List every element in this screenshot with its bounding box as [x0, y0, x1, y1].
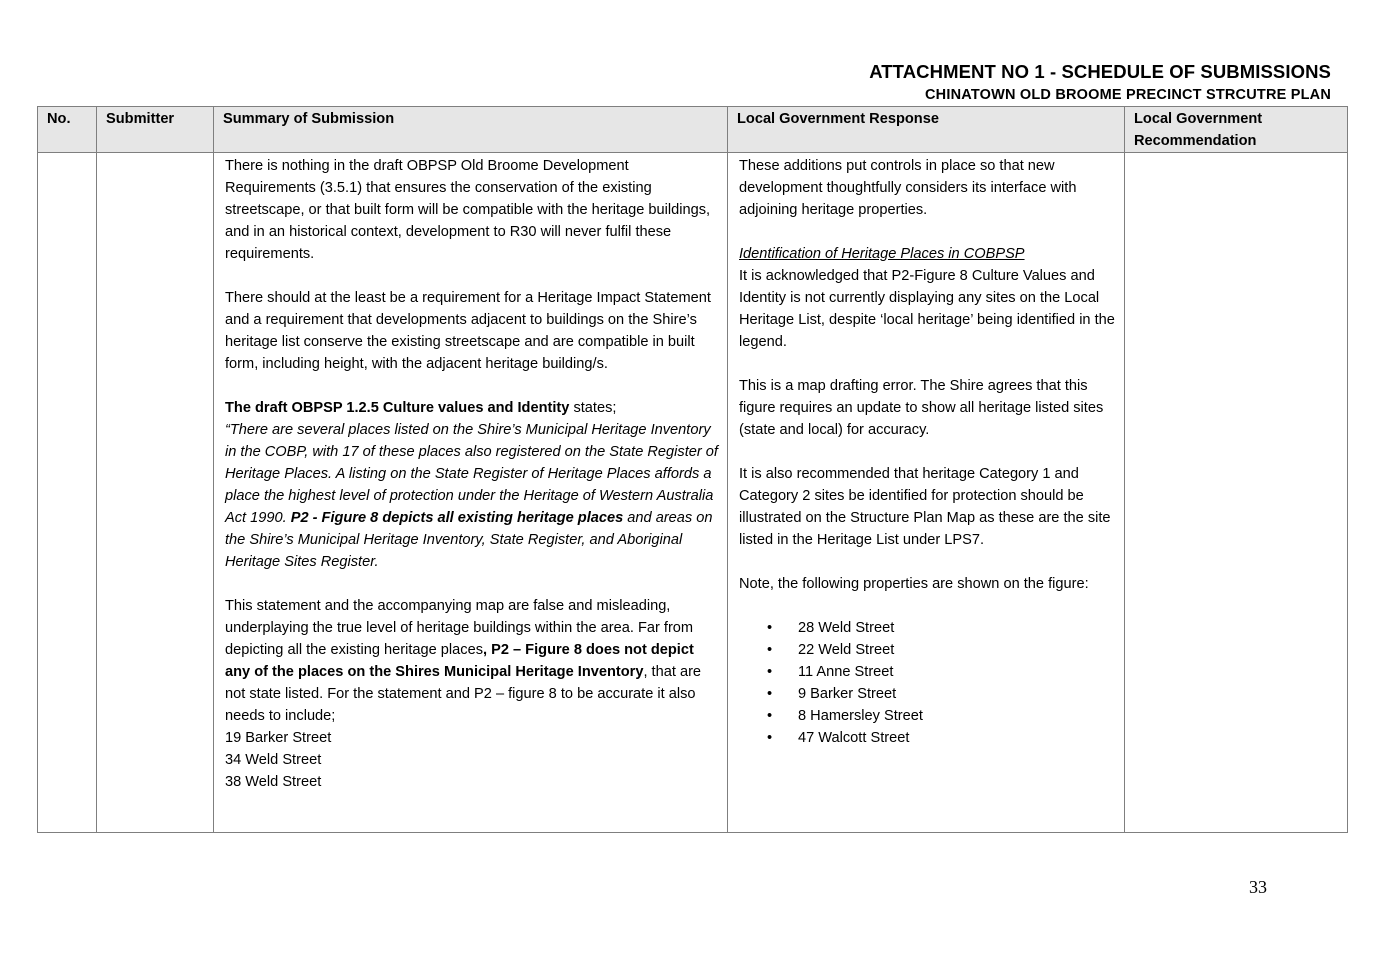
list-item: • 22 Weld Street	[739, 639, 1115, 661]
summary-quote	[225, 419, 718, 573]
document-subtitle: CHINATOWN OLD BROOME PRECINCT STRCUTRE PLAN	[925, 87, 1331, 103]
summary-reference-tail: states;	[569, 400, 617, 416]
summary-quote-part-a: “There are several places listed on the Shire’s Municipal Heritage Inventory in the COBP, with 17 of these places also registered on the State Register of Heritage Places. A listing on the State Register of Heritage Places affords a place the highest level of protection under the Heritage of Western Australia Act 1990.	[225, 422, 718, 526]
summary-bold-reference: The draft OBPSP 1.2.5 Culture values and Identity	[225, 400, 570, 416]
column-header-summary: Summary of Submission	[214, 107, 728, 153]
page-number: 33	[1249, 877, 1267, 897]
document-title: ATTACHMENT NO 1 - SCHEDULE OF SUBMISSIONS	[869, 61, 1331, 82]
summary-paragraph-2: There should at the least be a requirement for a Heritage Impact Statement and a requirement that developments adjacent to buildings on the Shire’s heritage list conserve the existing streetscape and are compatible in built form, including height, with the adjacent heritage building/s.	[225, 290, 711, 372]
column-header-response: Local Government Response	[728, 107, 1125, 153]
cell-no	[38, 153, 97, 833]
cell-recommendation	[1125, 153, 1348, 833]
cell-submitter	[97, 153, 214, 833]
response-paragraph-4: It is also recommended that heritage Category 1 and Category 2 sites be identified for protection should be illustrated on the Structure Plan Map as these are the site listed in the Heritage List under LPS7.	[739, 466, 1111, 548]
list-item: • 9 Barker Street	[739, 683, 1115, 705]
response-paragraph-1: These additions put controls in place so that new development thoughtfully considers its interface with adjoining heritage properties.	[739, 158, 1077, 218]
summary-quote-part-b: and areas on the Shire’s Municipal Heritage Inventory, State Register, and Aboriginal Heritage Sites Register.	[225, 510, 713, 570]
summary-p4-part-b: , that are not state listed. For the statement and P2 – figure 8 to be accurate it also needs to include;	[225, 664, 702, 724]
summary-address: 34 Weld Street	[225, 752, 322, 768]
summary-address: 38 Weld Street	[225, 774, 322, 790]
column-header-submitter: Submitter	[97, 107, 214, 153]
table-header-row	[38, 107, 1348, 153]
response-paragraph-2: It is acknowledged that P2-Figure 8 Culture Values and Identity is not currently displaying any sites on the Local Heritage List, despite ‘local heritage’ being identified in the legend.	[739, 268, 1115, 350]
response-paragraph-5: Note, the following properties are shown on the figure:	[739, 576, 1089, 592]
column-header-recommendation: Local Government Recommendation	[1125, 107, 1348, 153]
list-item: • 11 Anne Street	[739, 661, 1115, 683]
list-item: • 47 Walcott Street	[739, 727, 1115, 749]
summary-paragraph-3	[225, 397, 718, 419]
summary-paragraph-1: There is nothing in the draft OBPSP Old Broome Development Requirements (3.5.1) that ensures the conservation of the existing streetscape, or that built form will be compatible with the heritage buildings, and in an historical context, development to R30 will never fulfil these requirements.	[225, 158, 711, 262]
cell-response	[728, 153, 1125, 833]
submissions-table	[37, 106, 1348, 833]
summary-quote-bold: P2 - Figure 8 depicts all existing heritage places	[290, 510, 624, 526]
column-header-no: No.	[38, 107, 97, 153]
cell-summary	[214, 153, 728, 833]
table-row	[38, 153, 1348, 833]
list-item: • 28 Weld Street	[739, 617, 1115, 639]
summary-address: 19 Barker Street	[225, 730, 332, 746]
summary-p4-part-a: This statement and the accompanying map are false and misleading, underplaying the true level of heritage buildings within the area. Far from depicting all the existing heritage places	[225, 598, 694, 658]
response-subheading: Identification of Heritage Places in COBPSP	[739, 246, 1025, 262]
response-paragraph-3: This is a map drafting error. The Shire agrees that this figure requires an update to show all heritage listed sites (state and local) for accuracy.	[739, 378, 1104, 438]
summary-paragraph-4	[225, 595, 718, 727]
list-item: • 8 Hamersley Street	[739, 705, 1115, 727]
summary-p4-bold: , P2 – Figure 8 does not depict any of the places on the Shires Municipal Heritage Inventory	[225, 642, 694, 680]
property-list	[739, 617, 1115, 749]
